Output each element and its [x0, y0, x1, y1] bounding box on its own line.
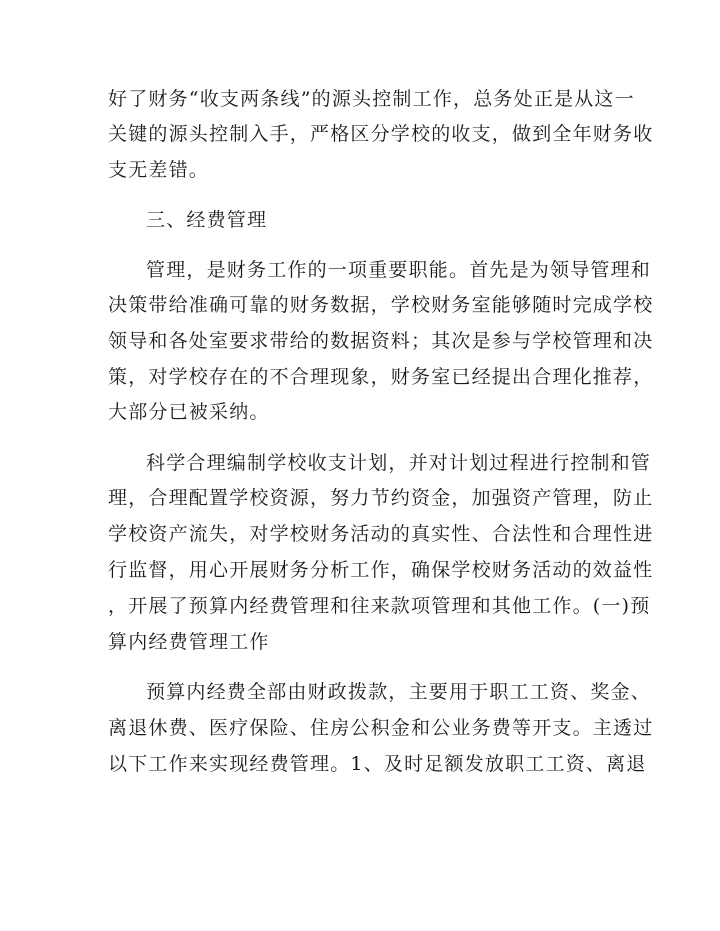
paragraph-5-line-3: 以下工作来实现经费管理。1、及时足额发放职工工资、离退	[108, 753, 647, 775]
section-heading: 三、经费管理	[146, 209, 268, 231]
paragraph-4-line-3: 学校资产流失，对学校财务活动的真实性、合法性和合理性进	[108, 523, 654, 545]
paragraph-1-line-1: 好了财务“收支两条线”的源头控制工作，总务处正是从这一	[108, 88, 635, 110]
paragraph-3-line-5: 大部分已被采纳。	[108, 401, 270, 423]
paragraph-3-line-2: 决策带给准确可靠的财务数据，学校财务室能够随时完成学校	[108, 294, 654, 316]
paragraph-4-line-2: 理，合理配置学校资源，努力节约资金，加强资产管理，防止	[108, 487, 654, 509]
paragraph-1-line-2: 关键的源头控制入手，严格区分学校的收支，做到全年财务收	[108, 123, 654, 145]
paragraph-3-line-1: 管理，是财务工作的一项重要职能。首先是为领导管理和	[146, 259, 652, 281]
paragraph-4-line-6: 算内经费管理工作	[108, 631, 270, 653]
paragraph-3-line-4: 策，对学校存在的不合理现象，财务室已经提出合理化推荐，	[108, 366, 654, 388]
paragraph-5-line-2: 离退休费、医疗保险、住房公积金和公业务费等开支。主透过	[108, 717, 654, 739]
paragraph-4-line-4: 行监督，用心开展财务分析工作，确保学校财务活动的效益性	[108, 559, 654, 581]
paragraph-4-line-5: ，开展了预算内经费管理和往来款项管理和其他工作。(一)预	[108, 595, 651, 617]
paragraph-3-line-3: 领导和各处室要求带给的数据资料；其次是参与学校管理和决	[108, 330, 654, 352]
paragraph-1-line-3: 支无差错。	[108, 159, 210, 181]
paragraph-4-line-1: 科学合理编制学校收支计划，并对计划过程进行控制和管	[146, 452, 652, 474]
paragraph-5-line-1: 预算内经费全部由财政拨款，主要用于职工工资、奖金、	[146, 681, 652, 703]
